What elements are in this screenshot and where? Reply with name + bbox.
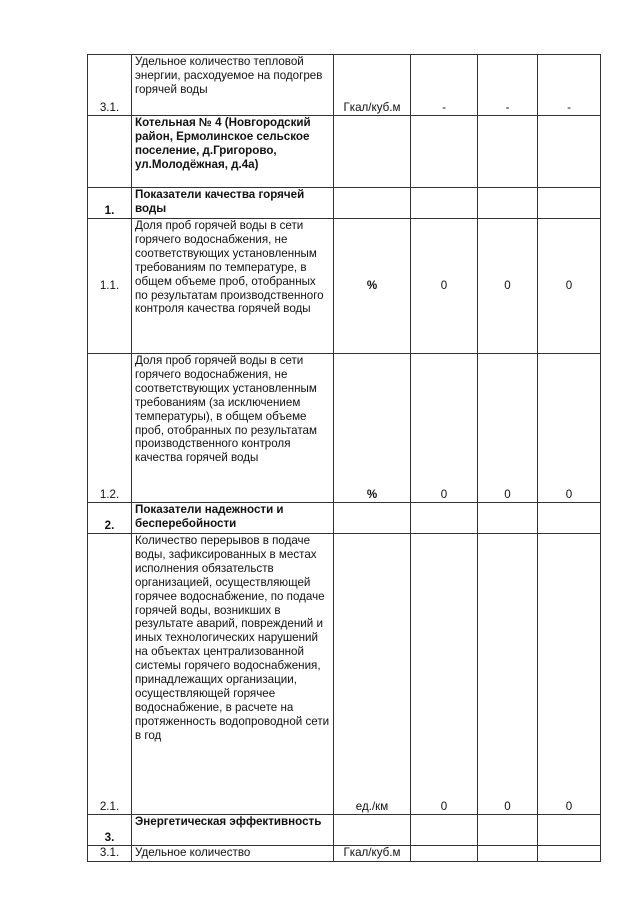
row-description: Количество перерывов в подаче воды, зафиксированных в местах исполнения обязательств организацией, осуществляющей горячее водоснабжение, по подаче горячей воды, возникших в результате аварий, повреждений и иных технологических нарушений на объектах централизованной системы горячего водоснабжения, принадлежащих организации, осуществляющей горячее водоснабжение, в расчете на протяженность водопроводной сети в год: [132, 534, 334, 815]
row-number: 1.1.: [88, 219, 132, 354]
row-unit: Гкал/куб.м: [334, 846, 411, 862]
row-value-2: [478, 503, 538, 534]
row-unit: Гкал/куб.м: [334, 55, 411, 116]
row-unit: %: [334, 354, 411, 503]
row-description: Удельное количество тепловой энергии, расходуемое на подогрев горячей воды: [132, 55, 334, 116]
row-value-3: 0: [538, 219, 601, 354]
row-value-1: 0: [411, 354, 478, 503]
table-row: [88, 354, 601, 503]
row-number: 3.1.: [88, 846, 132, 862]
row-value-2: [478, 188, 538, 219]
row-number: 1.2.: [88, 354, 132, 503]
row-unit: [334, 815, 411, 846]
row-description: Котельная № 4 (Новгородский район, Ермолинское сельское поселение, д.Григорово, ул.Молодёжная, д.4а): [132, 116, 334, 188]
row-number: 3.1.: [88, 55, 132, 116]
row-unit: [334, 116, 411, 188]
table-row: [88, 503, 601, 534]
row-description: Доля проб горячей воды в сети горячего водоснабжения, не соответствующих установленным требованиям (за исключением температуры), в общем объеме проб, отобранных по результатам производственного контроля качества горячей воды: [132, 354, 334, 503]
row-value-2: [478, 846, 538, 862]
row-value-2: -: [478, 55, 538, 116]
table-row: [88, 219, 601, 354]
row-description: Показатели надежности и бесперебойности: [132, 503, 334, 534]
table-row: [88, 534, 601, 815]
row-description: Доля проб горячей воды в сети горячего водоснабжения, не соответствующих установленным требованиям по температуре, в общем объеме проб, отобранных по результатам производственного контроля качества горячей воды: [132, 219, 334, 354]
row-unit: [334, 503, 411, 534]
table-row: [88, 116, 601, 188]
row-unit: ед./км: [334, 534, 411, 815]
row-value-1: [411, 116, 478, 188]
row-value-2: 0: [478, 354, 538, 503]
row-value-3: [538, 116, 601, 188]
indicators-table: [87, 54, 601, 862]
row-value-1: -: [411, 55, 478, 116]
row-value-3: 0: [538, 534, 601, 815]
row-number: 3.: [88, 815, 132, 846]
row-value-3: [538, 188, 601, 219]
table-row: [88, 188, 601, 219]
table-row: [88, 815, 601, 846]
row-value-2: 0: [478, 219, 538, 354]
row-value-3: [538, 846, 601, 862]
row-value-3: [538, 503, 601, 534]
row-description: Показатели качества горячей воды: [132, 188, 334, 219]
row-unit: %: [334, 219, 411, 354]
row-description: Удельное количество: [132, 846, 334, 862]
row-value-1: [411, 846, 478, 862]
row-unit: [334, 188, 411, 219]
table-row: [88, 846, 601, 862]
row-value-1: [411, 815, 478, 846]
row-value-2: [478, 815, 538, 846]
row-value-3: [538, 815, 601, 846]
row-value-3: -: [538, 55, 601, 116]
row-value-3: 0: [538, 354, 601, 503]
row-value-1: 0: [411, 534, 478, 815]
row-description: Энергетическая эффективность: [132, 815, 334, 846]
row-value-1: [411, 188, 478, 219]
row-number: [88, 116, 132, 188]
table-row: [88, 55, 601, 116]
row-value-1: 0: [411, 219, 478, 354]
row-value-2: [478, 116, 538, 188]
row-number: 2.: [88, 503, 132, 534]
row-number: 1.: [88, 188, 132, 219]
row-number: 2.1.: [88, 534, 132, 815]
row-value-2: 0: [478, 534, 538, 815]
row-value-1: [411, 503, 478, 534]
